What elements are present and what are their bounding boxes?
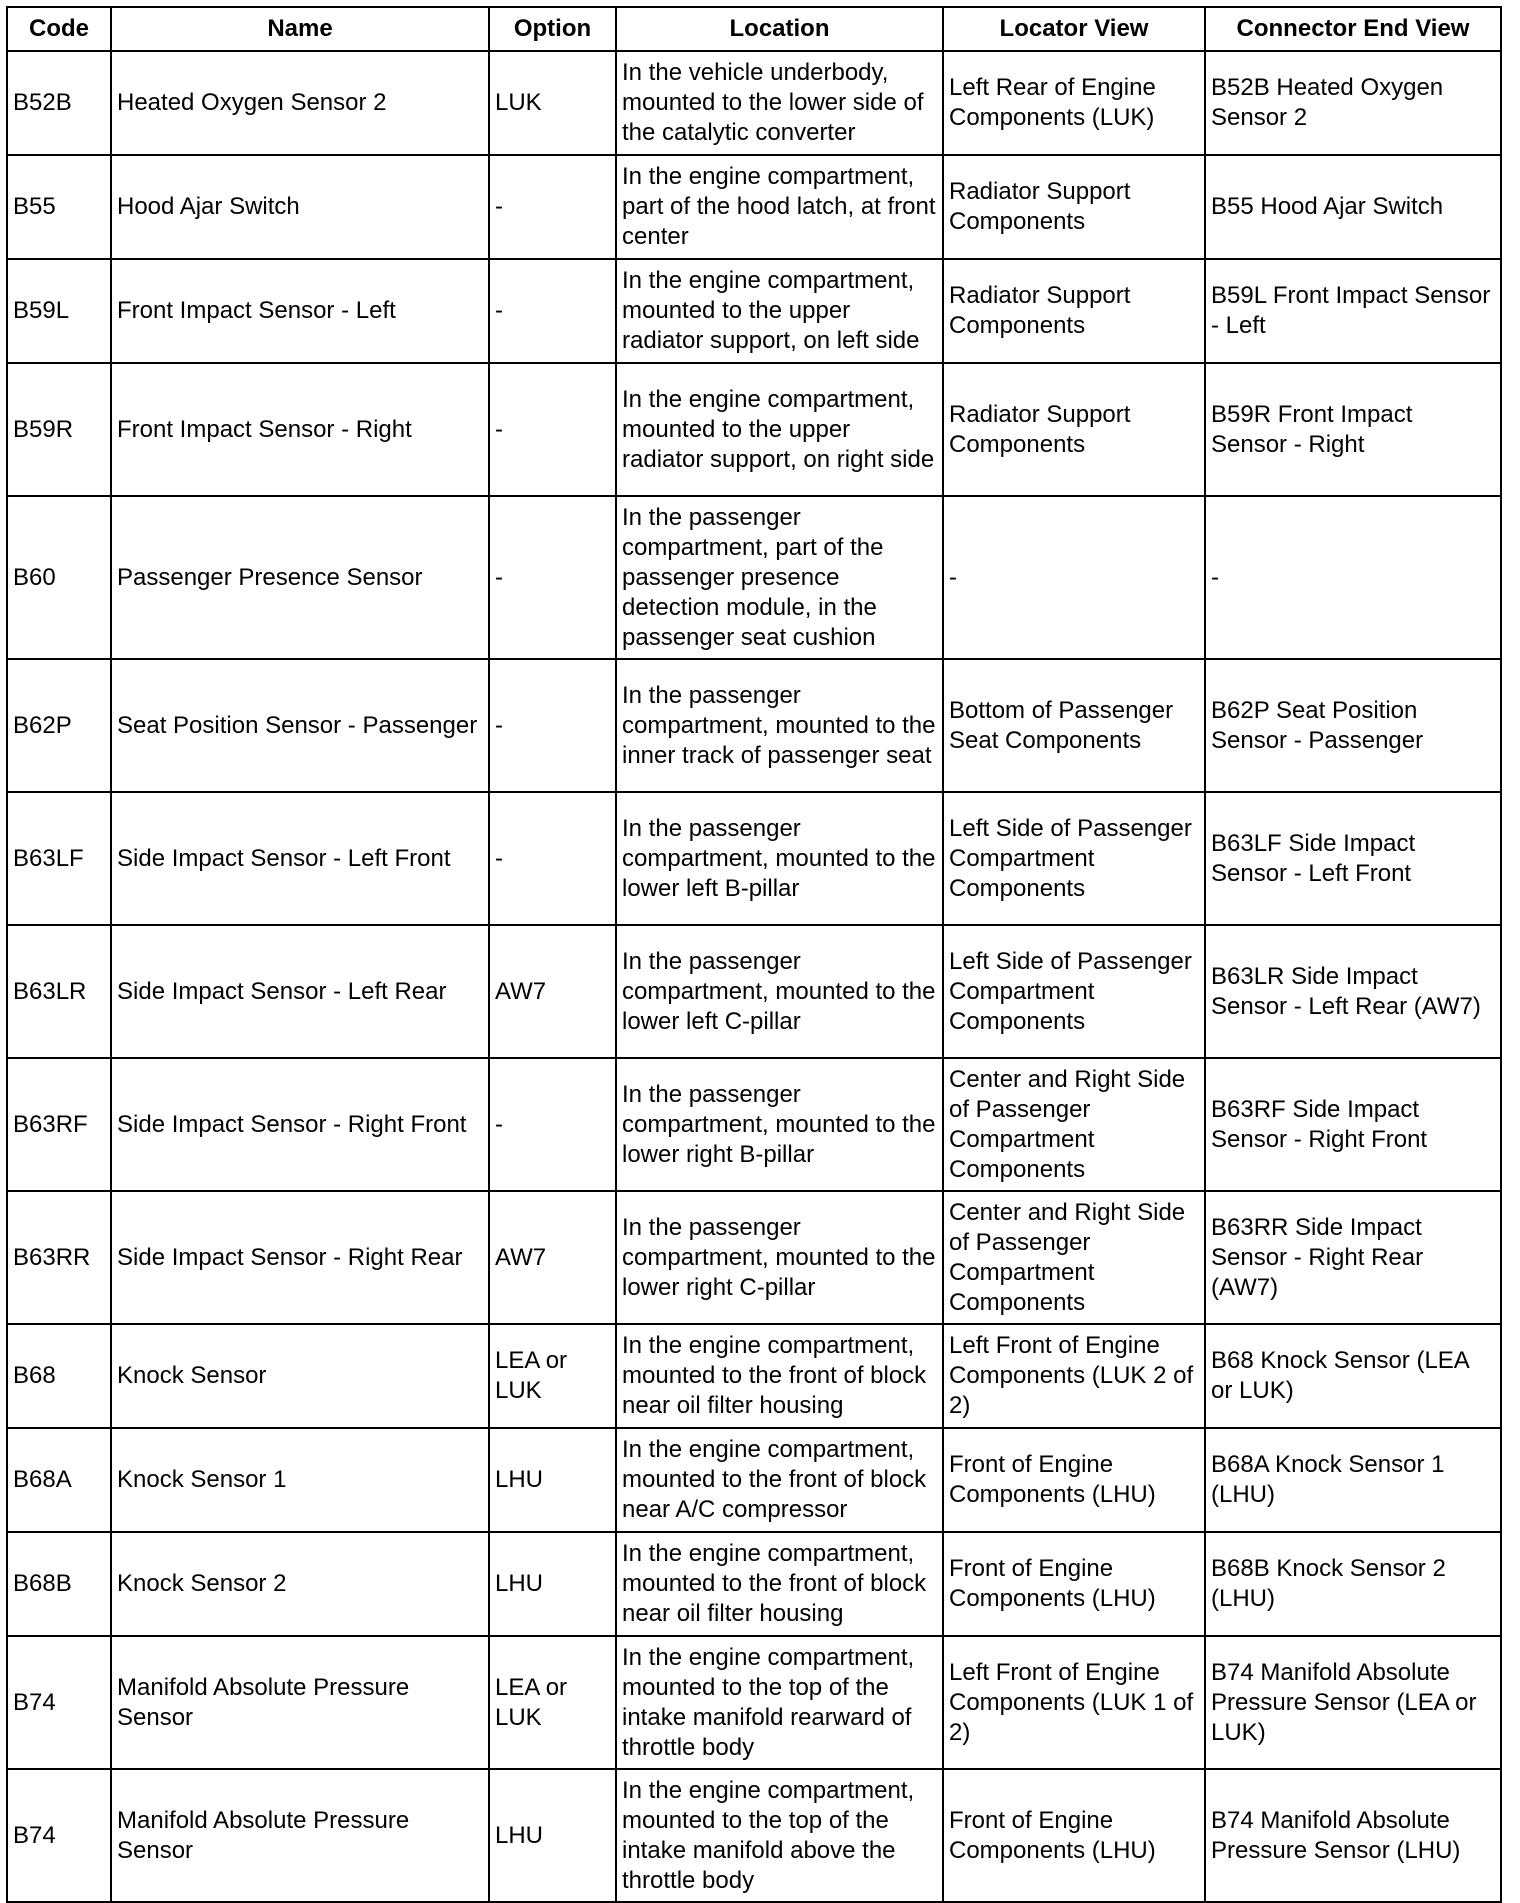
cell-location: In the engine compartment, mounted to the upper radiator support, on right side — [616, 363, 943, 496]
cell-code: B68 — [7, 1324, 111, 1428]
cell-name: Side Impact Sensor - Left Rear — [111, 925, 489, 1058]
cell-name: Hood Ajar Switch — [111, 155, 489, 259]
cell-connector-end-view: B55 Hood Ajar Switch — [1205, 155, 1501, 259]
cell-name: Seat Position Sensor - Passenger — [111, 659, 489, 792]
cell-location: In the engine compartment, mounted to the front of block near oil filter housing — [616, 1532, 943, 1636]
cell-connector-end-view: B59R Front Impact Sensor - Right — [1205, 363, 1501, 496]
header-locator-view: Locator View — [943, 7, 1205, 51]
cell-location: In the passenger compartment, mounted to the inner track of passenger seat — [616, 659, 943, 792]
table-row — [7, 259, 1501, 363]
cell-option: LHU — [489, 1769, 616, 1902]
component-table — [6, 6, 1502, 1903]
cell-locator-view: Center and Right Side of Passenger Compartment Components — [943, 1058, 1205, 1191]
header-connector-end-view: Connector End View — [1205, 7, 1501, 51]
header-row — [7, 7, 1501, 51]
table-row — [7, 659, 1501, 792]
cell-name: Front Impact Sensor - Left — [111, 259, 489, 363]
cell-option: AW7 — [489, 925, 616, 1058]
cell-location: In the engine compartment, mounted to the front of block near oil filter housing — [616, 1324, 943, 1428]
cell-location: In the engine compartment, mounted to the top of the intake manifold above the throttle body — [616, 1769, 943, 1902]
cell-name: Manifold Absolute Pressure Sensor — [111, 1769, 489, 1902]
cell-locator-view: - — [943, 496, 1205, 659]
table-row — [7, 1191, 1501, 1324]
table-row — [7, 1428, 1501, 1532]
cell-locator-view: Left Side of Passenger Compartment Components — [943, 925, 1205, 1058]
cell-locator-view: Radiator Support Components — [943, 363, 1205, 496]
cell-code: B62P — [7, 659, 111, 792]
cell-code: B68A — [7, 1428, 111, 1532]
cell-location: In the engine compartment, part of the hood latch, at front center — [616, 155, 943, 259]
cell-connector-end-view: B68A Knock Sensor 1 (LHU) — [1205, 1428, 1501, 1532]
cell-code: B55 — [7, 155, 111, 259]
table-row — [7, 1324, 1501, 1428]
table-row — [7, 496, 1501, 659]
cell-locator-view: Left Front of Engine Components (LUK 2 of 2) — [943, 1324, 1205, 1428]
header-name: Name — [111, 7, 489, 51]
cell-name: Side Impact Sensor - Right Rear — [111, 1191, 489, 1324]
table-row — [7, 363, 1501, 496]
cell-connector-end-view: B74 Manifold Absolute Pressure Sensor (LHU) — [1205, 1769, 1501, 1902]
cell-option: - — [489, 792, 616, 925]
table-row — [7, 155, 1501, 259]
cell-locator-view: Radiator Support Components — [943, 259, 1205, 363]
cell-location: In the passenger compartment, part of the passenger presence detection module, in the passenger seat cushion — [616, 496, 943, 659]
cell-code: B52B — [7, 51, 111, 155]
cell-location: In the engine compartment, mounted to the upper radiator support, on left side — [616, 259, 943, 363]
cell-option: - — [489, 363, 616, 496]
cell-code: B60 — [7, 496, 111, 659]
cell-locator-view: Left Rear of Engine Components (LUK) — [943, 51, 1205, 155]
cell-code: B63RF — [7, 1058, 111, 1191]
table-row — [7, 1532, 1501, 1636]
cell-option: - — [489, 155, 616, 259]
cell-locator-view: Front of Engine Components (LHU) — [943, 1769, 1205, 1902]
cell-name: Side Impact Sensor - Left Front — [111, 792, 489, 925]
table-row — [7, 792, 1501, 925]
cell-code: B63LF — [7, 792, 111, 925]
table-row — [7, 51, 1501, 155]
cell-name: Knock Sensor 1 — [111, 1428, 489, 1532]
cell-connector-end-view: B63RR Side Impact Sensor - Right Rear (AW7) — [1205, 1191, 1501, 1324]
header-location: Location — [616, 7, 943, 51]
cell-option: - — [489, 259, 616, 363]
cell-locator-view: Center and Right Side of Passenger Compartment Components — [943, 1191, 1205, 1324]
cell-locator-view: Front of Engine Components (LHU) — [943, 1428, 1205, 1532]
cell-connector-end-view: B63RF Side Impact Sensor - Right Front — [1205, 1058, 1501, 1191]
cell-code: B68B — [7, 1532, 111, 1636]
cell-location: In the vehicle underbody, mounted to the lower side of the catalytic converter — [616, 51, 943, 155]
table-row — [7, 925, 1501, 1058]
cell-option: LUK — [489, 51, 616, 155]
cell-option: LHU — [489, 1532, 616, 1636]
cell-location: In the passenger compartment, mounted to the lower left B-pillar — [616, 792, 943, 925]
cell-locator-view: Left Side of Passenger Compartment Components — [943, 792, 1205, 925]
cell-option: - — [489, 496, 616, 659]
cell-location: In the passenger compartment, mounted to the lower left C-pillar — [616, 925, 943, 1058]
cell-option: LEA or LUK — [489, 1324, 616, 1428]
cell-connector-end-view: B59L Front Impact Sensor - Left — [1205, 259, 1501, 363]
cell-locator-view: Left Front of Engine Components (LUK 1 of 2) — [943, 1636, 1205, 1769]
cell-code: B63LR — [7, 925, 111, 1058]
cell-name: Heated Oxygen Sensor 2 — [111, 51, 489, 155]
cell-name: Front Impact Sensor - Right — [111, 363, 489, 496]
cell-location: In the passenger compartment, mounted to the lower right B-pillar — [616, 1058, 943, 1191]
cell-name: Manifold Absolute Pressure Sensor — [111, 1636, 489, 1769]
cell-locator-view: Front of Engine Components (LHU) — [943, 1532, 1205, 1636]
cell-location: In the engine compartment, mounted to the top of the intake manifold rearward of throttle body — [616, 1636, 943, 1769]
cell-option: - — [489, 1058, 616, 1191]
cell-code: B74 — [7, 1769, 111, 1902]
cell-locator-view: Radiator Support Components — [943, 155, 1205, 259]
cell-location: In the passenger compartment, mounted to the lower right C-pillar — [616, 1191, 943, 1324]
cell-connector-end-view: B63LF Side Impact Sensor - Left Front — [1205, 792, 1501, 925]
cell-locator-view: Bottom of Passenger Seat Components — [943, 659, 1205, 792]
cell-connector-end-view: B68B Knock Sensor 2 (LHU) — [1205, 1532, 1501, 1636]
header-option: Option — [489, 7, 616, 51]
cell-connector-end-view: B74 Manifold Absolute Pressure Sensor (LEA or LUK) — [1205, 1636, 1501, 1769]
cell-name: Side Impact Sensor - Right Front — [111, 1058, 489, 1191]
header-code: Code — [7, 7, 111, 51]
cell-name: Passenger Presence Sensor — [111, 496, 489, 659]
cell-option: LEA or LUK — [489, 1636, 616, 1769]
cell-connector-end-view: - — [1205, 496, 1501, 659]
cell-option: - — [489, 659, 616, 792]
cell-code: B59L — [7, 259, 111, 363]
cell-option: AW7 — [489, 1191, 616, 1324]
cell-name: Knock Sensor 2 — [111, 1532, 489, 1636]
table-row — [7, 1769, 1501, 1902]
cell-connector-end-view: B63LR Side Impact Sensor - Left Rear (AW7) — [1205, 925, 1501, 1058]
cell-connector-end-view: B52B Heated Oxygen Sensor 2 — [1205, 51, 1501, 155]
component-locator-table — [6, 6, 1500, 1903]
cell-location: In the engine compartment, mounted to the front of block near A/C compressor — [616, 1428, 943, 1532]
cell-option: LHU — [489, 1428, 616, 1532]
table-row — [7, 1636, 1501, 1769]
cell-code: B59R — [7, 363, 111, 496]
cell-code: B63RR — [7, 1191, 111, 1324]
table-row — [7, 1058, 1501, 1191]
cell-code: B74 — [7, 1636, 111, 1769]
cell-connector-end-view: B62P Seat Position Sensor - Passenger — [1205, 659, 1501, 792]
cell-name: Knock Sensor — [111, 1324, 489, 1428]
cell-connector-end-view: B68 Knock Sensor (LEA or LUK) — [1205, 1324, 1501, 1428]
